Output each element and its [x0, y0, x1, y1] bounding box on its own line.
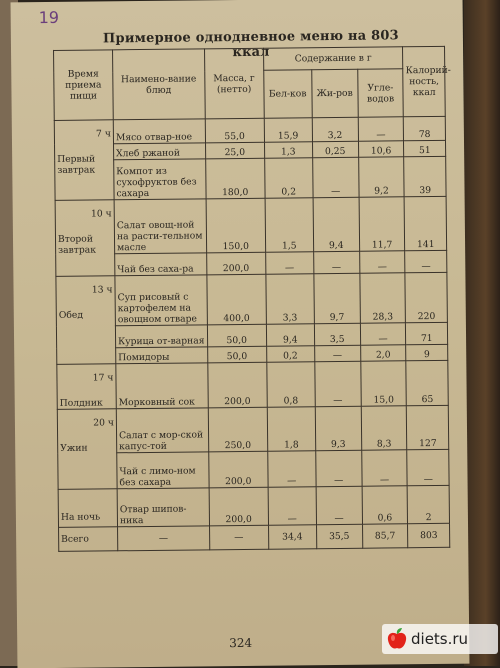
dish-protein: 1,5	[265, 198, 314, 253]
dish-protein: —	[265, 252, 313, 275]
meal-name: На ночь	[60, 511, 101, 523]
dish-name: Помидоры	[116, 347, 208, 364]
dish-mass: 200,0	[208, 451, 267, 488]
dish-carbs: —	[358, 117, 404, 141]
logo-text: diets.ru	[411, 630, 469, 648]
dish-protein: —	[268, 487, 316, 526]
dish-kcal: 78	[404, 116, 446, 140]
dish-protein: 0,2	[266, 346, 314, 363]
total-protein: 34,4	[268, 525, 316, 550]
dish-name: Хлеб ржаной	[113, 143, 205, 160]
dish-fat: 3,5	[314, 323, 360, 345]
table-row	[57, 405, 448, 453]
dish-fat: —	[315, 450, 361, 486]
dish-mass: 200,0	[208, 362, 267, 408]
dish-fat: 3,2	[312, 117, 358, 141]
page-number: 324	[229, 635, 253, 651]
dish-protein: 1,3	[264, 142, 312, 159]
dish-kcal: 141	[405, 196, 447, 250]
dish-name: Компот из сухофруктов без сахара	[114, 159, 206, 200]
header-carbs: Угле-водов	[357, 69, 403, 117]
dish-mass: 50,0	[207, 324, 266, 347]
dish-kcal: 2	[408, 485, 450, 523]
dish-kcal: 39	[404, 156, 446, 196]
dish-kcal: 220	[405, 272, 447, 322]
dish-carbs: 10,6	[358, 141, 404, 157]
header-kcal: Калорий-ность, ккал	[403, 46, 445, 116]
dish-mass: 25,0	[205, 142, 264, 159]
dish-kcal: 127	[407, 405, 449, 449]
dish-fat: —	[315, 361, 361, 406]
dish-fat: —	[313, 251, 359, 273]
dish-name: Чай без саха-ра	[115, 253, 207, 276]
table-row	[55, 196, 447, 254]
dish-carbs: —	[361, 450, 407, 486]
meal-name: Полдник	[59, 397, 103, 409]
dish-mass: 180,0	[205, 158, 264, 199]
page-title: Примерное однодневное меню на 803 ккал	[102, 28, 399, 61]
dish-name: Курица от-варная	[115, 325, 207, 348]
header-protein: Бел-ков	[263, 70, 312, 119]
header-fat: Жи-ров	[311, 69, 357, 117]
dish-protein: 1,8	[267, 407, 316, 452]
dish-carbs: 0,6	[362, 486, 408, 524]
dish-mass: 150,0	[206, 198, 266, 253]
dish-kcal: 65	[406, 360, 448, 405]
dish-mass: 400,0	[207, 274, 266, 325]
dish-name: Морковный сок	[116, 363, 208, 409]
dish-fat: 9,3	[315, 406, 361, 450]
dish-fat: 9,7	[314, 273, 360, 323]
dish-carbs: —	[359, 251, 405, 273]
dish-kcal: 9	[406, 344, 448, 360]
meal-time-cell	[58, 489, 117, 528]
dish-protein: 0,2	[264, 158, 312, 199]
dish-carbs: 11,7	[359, 197, 405, 251]
dish-fat: —	[316, 486, 362, 524]
header-mass: Масса, г (нетто)	[204, 48, 264, 119]
total-carbs: 85,7	[362, 524, 408, 548]
dish-kcal: 71	[406, 322, 448, 344]
menu-table-body	[54, 116, 449, 551]
meal-time-cell	[56, 276, 116, 365]
book-page	[11, 0, 470, 668]
dish-mass: 55,0	[205, 118, 264, 143]
dish-fat: —	[314, 345, 360, 361]
meal-time: 13 ч	[91, 284, 113, 296]
dish-fat: —	[312, 157, 358, 197]
dish-name: Салат овощ-ной на расти-тельном масле	[114, 199, 206, 254]
book-right-edge	[464, 0, 500, 666]
dish-protein: 15,9	[264, 118, 312, 143]
total-mass: —	[209, 525, 268, 550]
meal-time-cell	[55, 200, 115, 277]
header-content: Содержание в г	[263, 47, 403, 70]
meal-time-cell	[54, 120, 114, 201]
meal-time-cell	[57, 409, 117, 490]
meal-time: 20 ч	[93, 417, 114, 429]
dish-protein: 0,8	[266, 362, 315, 408]
dish-kcal: 51	[404, 140, 446, 156]
dish-fat: 9,4	[313, 197, 359, 251]
meal-name: Обед	[58, 309, 84, 321]
meal-time-cell	[57, 364, 116, 410]
handwritten-mark: 19	[38, 7, 60, 28]
meal-time	[61, 489, 115, 498]
dish-mass: 50,0	[207, 346, 266, 363]
dish-name: Отвар шипов-ника	[117, 488, 209, 527]
site-logo	[382, 624, 498, 654]
dish-carbs: 2,0	[360, 345, 406, 361]
header-time: Время приема пищи	[54, 50, 114, 121]
table-row	[55, 156, 446, 200]
dish-name: Салат с мор-ской капус-той	[116, 408, 208, 453]
dish-name: Мясо отвар-ное	[113, 119, 205, 144]
total-row	[59, 523, 450, 551]
table-row	[56, 272, 448, 326]
meal-name: Второй завтрак	[57, 233, 97, 256]
dish-mass: 200,0	[209, 487, 268, 526]
total-fat: 35,5	[316, 524, 362, 548]
dish-mass: 200,0	[206, 252, 265, 275]
meal-time: 7 ч	[95, 128, 111, 140]
dish-carbs: 28,3	[359, 273, 405, 323]
dish-kcal: —	[407, 449, 449, 485]
dish-kcal: —	[405, 250, 447, 272]
dish-carbs: —	[360, 323, 406, 345]
meal-name: Первый завтрак	[57, 153, 96, 176]
meal-time: 10 ч	[90, 208, 112, 220]
dish-protein: 3,3	[266, 274, 315, 325]
dish-carbs: 8,3	[361, 406, 407, 450]
table-row	[58, 449, 449, 489]
dish-mass: 250,0	[208, 407, 267, 452]
total-label: Всего	[59, 527, 118, 552]
dish-name: Суп рисовый с картофелем на овощном отваре	[115, 275, 207, 326]
dish-carbs: 15,0	[360, 361, 406, 406]
header-name: Наимено-вание блюд	[112, 49, 204, 120]
total-kcal: 803	[408, 523, 450, 547]
meal-name: Ужин	[60, 442, 88, 454]
total-name: —	[117, 526, 209, 551]
meal-time: 17 ч	[92, 372, 114, 384]
dish-fat: 0,25	[312, 141, 358, 157]
dish-carbs: 9,2	[358, 157, 404, 197]
table-row	[58, 485, 449, 527]
table-row	[57, 360, 448, 409]
apple-icon	[386, 627, 408, 651]
menu-table	[53, 46, 450, 552]
dish-protein: —	[267, 451, 315, 488]
dish-protein: 9,4	[266, 324, 314, 347]
dish-name: Чай с лимо-ном без сахара	[117, 452, 209, 489]
